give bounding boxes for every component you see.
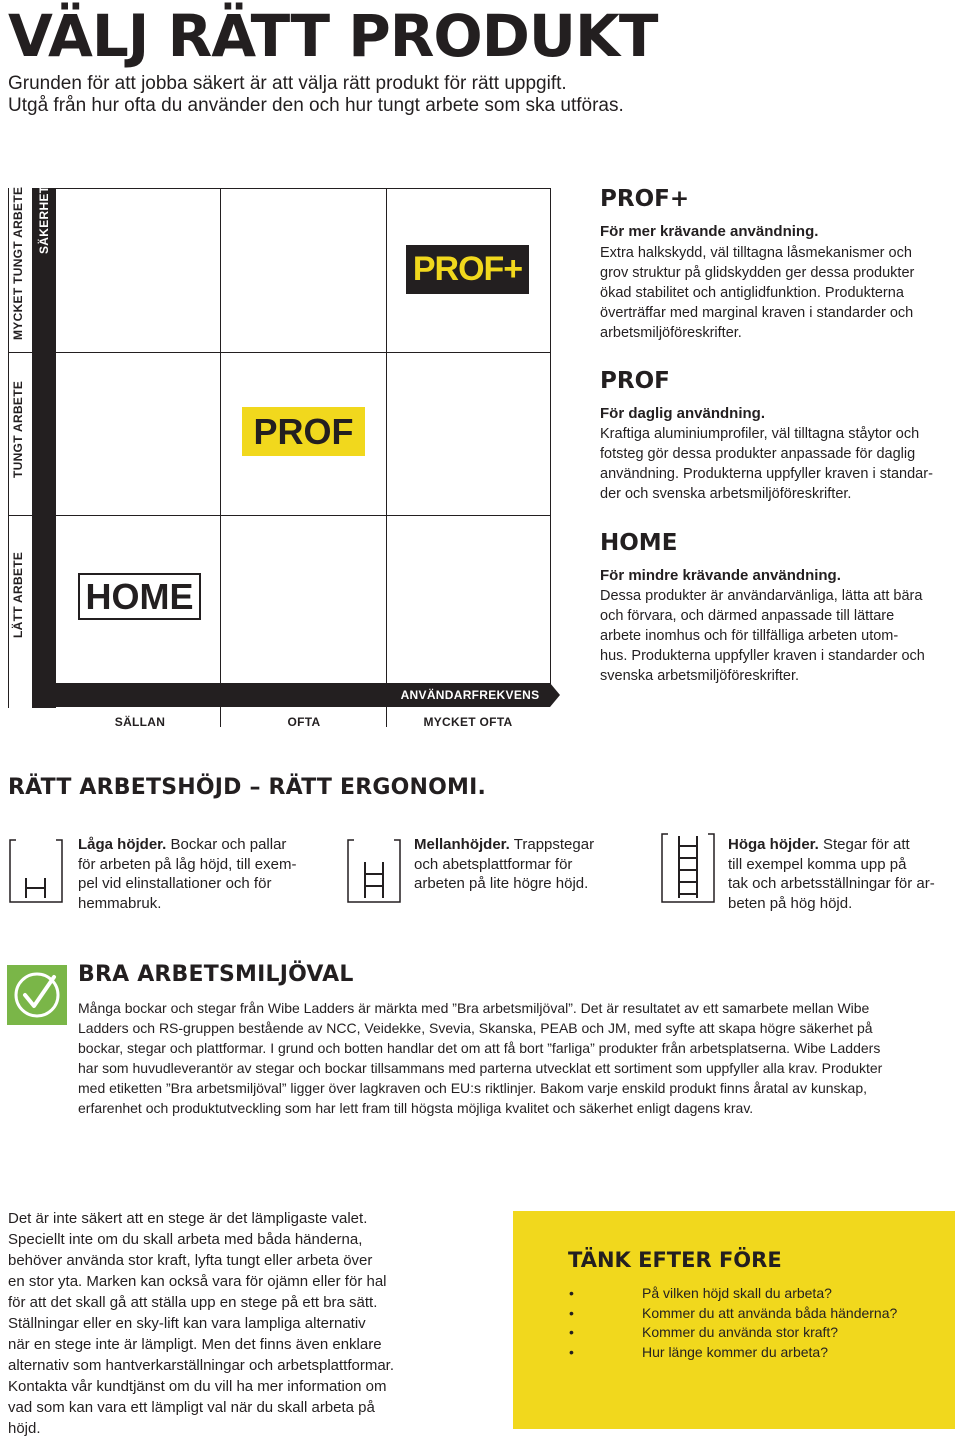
bottom-text: Det är inte säkert att en stege är det lämpligaste valet. Speciellt inte om du skall arbeta med båda händerna, behöver använda stor kraft, lyfta tungt eller arbeta över en stor yta. Marken kan också vara för ojämn eller för hal för att det skall gå att ställa upp en stege på ett bra sätt. Ställningar eller en sky-lift kan vara lampliga alternativ när en stege inte är lämpligt. Men det finns även enklare alternativ som hantverkarställningar och arbetsplattformar. Kontakta vår kundtjänst om du vill ha mer information om vad som kan vara ett lämpligt val när du skall arbeta på höjd. [8, 1210, 395, 1437]
intro-line: Grunden för att jobba säkert är att välja rätt produkt för rätt uppgift. [8, 73, 567, 94]
x-label-sallan: SÄLLAN [114, 715, 166, 729]
y-label-tungt: TUNGT ARBETE [11, 380, 25, 478]
product-heading: PROF+ [600, 186, 690, 212]
product-heading: PROF [600, 368, 670, 394]
prof-box: PROF [242, 407, 365, 456]
product-subtitle: För daglig användning. [600, 405, 765, 422]
bra-text: Många bockar och stegar från Wibe Ladders är märkta med ”Bra arbetsmiljöval”. Det är resultatet av ett samarbete mellan Wibe Ladders och RS-gruppen bestående av NCC, Veidekke, Svevia, Skanska, PEAB och JM, med syfte att skapa högre säkerhet på bockar, stegar och plattformar. I grund och botten handlar det om att få bort ”farliga” produkter från arbetsplatserna. Wibe Ladders har som huvudleverantör av stegar och bockar tillsammans med parterna utvecklat ett sortiment som uppfyller alla krav. Produkter med etiketten ”Bra arbetsmiljöval” ligger över lagkraven och EU:s riktlinjer. Bakom varje enskild produkt finns åratal av kunskap, erfarenhet och produktutveckling som har lett fram till högsta möjliga kvalitet och säkerhet enligt dagens krav. [78, 1000, 883, 1116]
checkmark-badge-icon [7, 965, 67, 1025]
x-label-ofta: OFTA [287, 715, 321, 729]
home-box: HOME [78, 573, 201, 620]
y-label-latt: LÄTT ARBETE [11, 551, 25, 638]
bra-heading: BRA ARBETSMILJÖVAL [78, 962, 354, 987]
list-item: • Hur länge kommer du arbeta? [569, 1343, 828, 1360]
product-heading: HOME [600, 530, 678, 556]
product-description: Dessa produkter är användarvänliga, lätta att bära och förvara, och därmed anpassade till lättare arbete inomhus och för tillfälliga arbeten utom- hus. Produkterna uppfyller kraven i standarder och svenska arbetsmiljöföreskrifter. [600, 588, 925, 684]
intro-text [8, 73, 768, 117]
page-title: VÄLJ RÄTT PRODUKT [8, 2, 658, 70]
ergonomi-low: Låga höjder. Bockar och pallar för arbeten på låg höjd, till exem- pel vid elinstallationer och för hemmabruk. [78, 836, 297, 912]
ergonomi-heading: RÄTT ARBETSHÖJD – RÄTT ERGONOMI. [8, 775, 487, 800]
ergonomi-mid: Mellanhöjder. Trappstegar och abetsplattformar för arbeten på lite högre höjd. [414, 836, 595, 892]
product-description: Extra halkskydd, väl tilltagna låsmekanismer och grov struktur på glidskydden ger dessa produkter ökad stabilitet och antiglidfunktion. Produkterna överträffar med marginal kraven i standarder och arbetsmiljöföreskrifter. [600, 245, 915, 341]
checklist [513, 1284, 955, 1362]
product-subtitle: För mer krävande användning. [600, 223, 819, 240]
y-axis-bar [32, 185, 56, 708]
product-subtitle: För mindre krävande användning. [600, 567, 841, 584]
y-label-mycket-tungt: MYCKET TUNGT ARBETE [11, 186, 25, 340]
list-item: • På vilken höjd skall du arbeta? [569, 1285, 832, 1301]
intro-line: Utgå från hur ofta du använder den och hur tungt arbete som ska utföras. [8, 95, 624, 116]
prof-plus-box: PROF+ [406, 245, 529, 294]
x-label-mycket-ofta: MYCKET OFTA [423, 715, 513, 729]
list-item: • Kommer du att använda båda händerna? [569, 1304, 898, 1321]
tank-efter-fore-heading: TÄNK EFTER FÖRE [568, 1248, 782, 1272]
x-axis-title: ANVÄNDARFREKVENS [400, 688, 540, 702]
low-ladder-icon [8, 838, 64, 904]
ergonomi-high: Höga höjder. Stegar för att till exempel komma upp på tak och arbetsställningar för ar- beten på hög höjd. [728, 836, 935, 912]
mid-ladder-icon [346, 838, 402, 904]
list-item: • Kommer du använda stor kraft? [569, 1324, 839, 1340]
product-description: Kraftiga aluminiumprofiler, väl tilltagna ståytor och fotsteg gör dessa produkter anpassade för daglig användning. Produkterna uppfyller kraven i standar- der och svenska arbetsmiljöföreskrifter. [600, 426, 933, 502]
high-ladder-icon [660, 832, 716, 904]
tank-efter-fore-box [513, 1211, 955, 1429]
y-axis-title: SÄKERHET [37, 185, 51, 254]
